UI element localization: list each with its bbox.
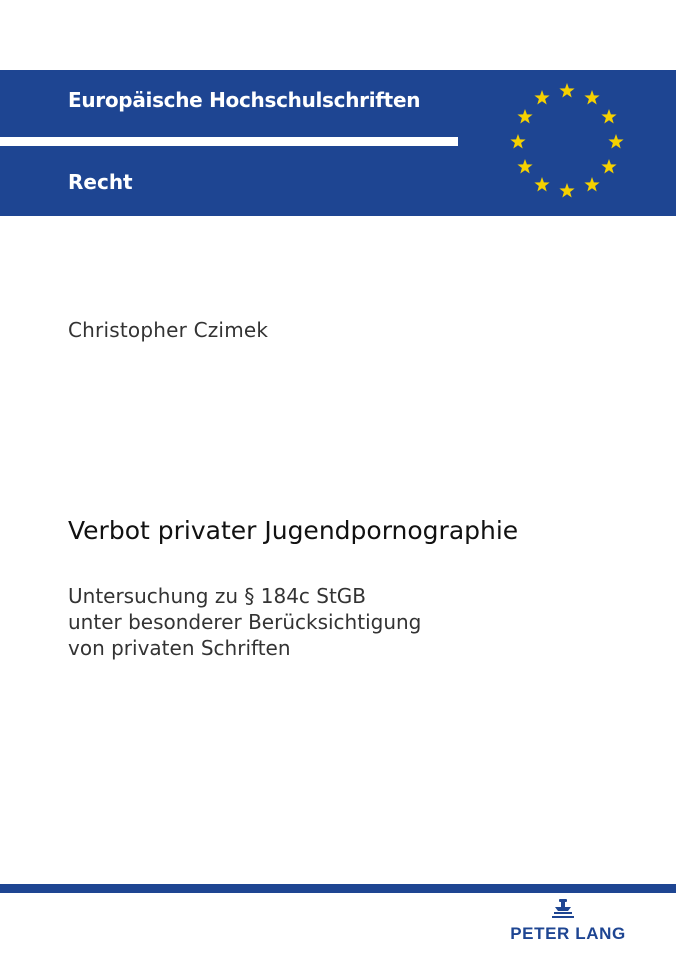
series-title: Europäische Hochschulschriften [68,88,421,112]
subtitle-line: von privaten Schriften [68,636,291,660]
book-subtitle [68,583,608,661]
book-title: Verbot privater Jugendpornographie [68,516,519,545]
subtitle-line: unter besonderer Berücksichtigung [68,610,422,634]
bottom-rule [0,884,676,893]
publisher-name: PETER LANG [510,924,626,943]
eu-stars-icon [500,78,634,208]
series-divider [0,137,458,146]
subtitle-line: Untersuchung zu § 184c StGB [68,584,367,608]
series-subtitle: Recht [68,170,133,194]
author-name: Christopher Czimek [68,318,269,342]
